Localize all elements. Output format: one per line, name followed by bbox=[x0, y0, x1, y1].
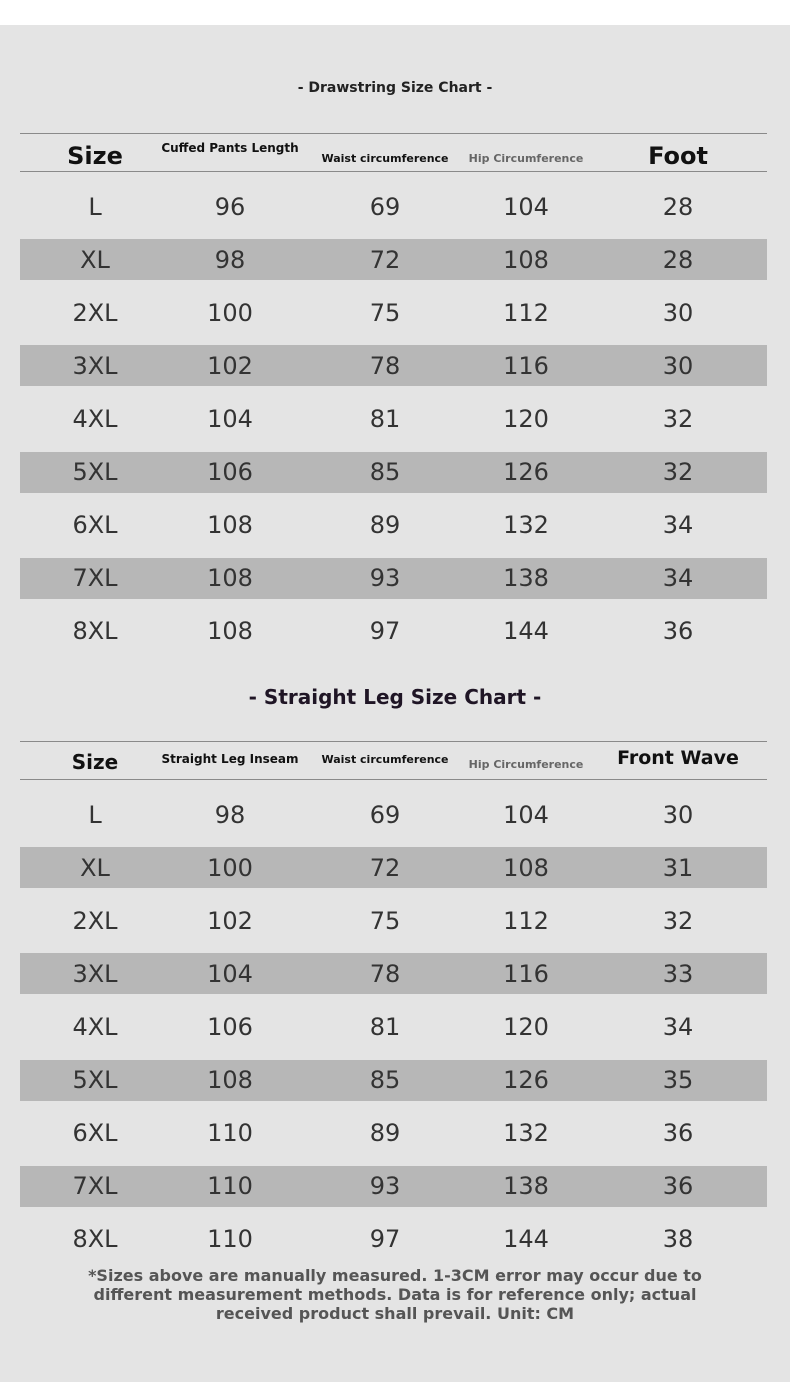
measurement-cell: 30 bbox=[662, 298, 694, 327]
measurement-cell: 69 bbox=[369, 800, 401, 829]
measurement-cell: 102 bbox=[207, 351, 253, 380]
header-top-rule bbox=[20, 133, 767, 134]
measurement-footnote: *Sizes above are manually measured. 1-3CM error may occur due to different measurement methods. Data is for reference only; actual received product shall prevail. Unit: CM bbox=[88, 1266, 702, 1323]
size-cell: 6XL bbox=[72, 511, 118, 540]
drawstring-table-header bbox=[20, 137, 767, 175]
drawstring-chart-title: - Drawstring Size Chart - bbox=[297, 80, 493, 96]
table-row bbox=[20, 611, 767, 652]
measurement-cell: 72 bbox=[369, 245, 401, 274]
size-cell: 2XL bbox=[72, 906, 118, 935]
measurement-cell: 30 bbox=[662, 800, 694, 829]
header-waist-circumference: Waist circumference bbox=[310, 139, 460, 177]
header-waist-circumference: Waist circumference bbox=[310, 740, 460, 778]
measurement-cell: 104 bbox=[207, 404, 253, 433]
table-row bbox=[20, 1006, 767, 1047]
measurement-cell: 106 bbox=[207, 458, 253, 486]
straight-leg-chart-title: - Straight Leg Size Chart - bbox=[248, 685, 542, 709]
table-row bbox=[20, 847, 767, 888]
table-row bbox=[20, 558, 767, 599]
measurement-cell: 78 bbox=[369, 351, 401, 380]
measurement-cell: 89 bbox=[369, 511, 401, 540]
measurement-cell: 36 bbox=[662, 1119, 694, 1148]
measurement-cell: 98 bbox=[214, 245, 246, 274]
measurement-cell: 120 bbox=[503, 404, 549, 433]
size-cell: L bbox=[88, 192, 102, 221]
measurement-cell: 30 bbox=[662, 351, 694, 380]
measurement-cell: 34 bbox=[662, 511, 694, 540]
measurement-cell: 108 bbox=[207, 1066, 253, 1094]
size-cell: 7XL bbox=[72, 1172, 118, 1201]
measurement-cell: 97 bbox=[369, 617, 401, 646]
measurement-cell: 144 bbox=[503, 1225, 549, 1254]
measurement-cell: 31 bbox=[662, 853, 694, 882]
measurement-cell: 110 bbox=[207, 1119, 253, 1148]
table-row bbox=[20, 900, 767, 941]
measurement-cell: 85 bbox=[369, 458, 401, 486]
table-row bbox=[20, 1219, 767, 1260]
measurement-cell: 89 bbox=[369, 1119, 401, 1148]
table-row bbox=[20, 186, 767, 227]
size-cell: 4XL bbox=[72, 1012, 118, 1041]
measurement-cell: 104 bbox=[503, 800, 549, 829]
table-row bbox=[20, 1113, 767, 1154]
measurement-cell: 108 bbox=[207, 564, 253, 593]
size-cell: 8XL bbox=[72, 617, 118, 646]
measurement-cell: 32 bbox=[662, 404, 694, 433]
measurement-cell: 104 bbox=[207, 959, 253, 988]
header-foot: Foot bbox=[603, 137, 753, 175]
header-straight-leg-inseam: Straight Leg Inseam bbox=[155, 740, 305, 778]
measurement-cell: 100 bbox=[207, 853, 253, 882]
size-cell: 3XL bbox=[72, 959, 118, 988]
measurement-cell: 112 bbox=[503, 906, 549, 935]
measurement-cell: 110 bbox=[207, 1172, 253, 1201]
measurement-cell: 132 bbox=[503, 511, 549, 540]
measurement-cell: 38 bbox=[662, 1225, 694, 1254]
measurement-cell: 108 bbox=[503, 245, 549, 274]
measurement-cell: 81 bbox=[369, 404, 401, 433]
table-row bbox=[20, 345, 767, 386]
header-hip-circumference: Hip Circumference bbox=[451, 139, 601, 177]
measurement-cell: 102 bbox=[207, 906, 253, 935]
measurement-cell: 81 bbox=[369, 1012, 401, 1041]
measurement-cell: 116 bbox=[503, 351, 549, 380]
table-row bbox=[20, 398, 767, 439]
header-hip-circumference: Hip Circumference bbox=[451, 745, 601, 783]
measurement-cell: 33 bbox=[662, 959, 694, 988]
measurement-cell: 75 bbox=[369, 298, 401, 327]
table-row bbox=[20, 1060, 767, 1101]
measurement-cell: 97 bbox=[369, 1225, 401, 1254]
measurement-cell: 93 bbox=[369, 564, 401, 593]
measurement-cell: 28 bbox=[662, 192, 694, 221]
measurement-cell: 28 bbox=[662, 245, 694, 274]
measurement-cell: 96 bbox=[214, 192, 246, 221]
measurement-cell: 138 bbox=[503, 564, 549, 593]
measurement-cell: 34 bbox=[662, 564, 694, 593]
size-cell: 2XL bbox=[72, 298, 118, 327]
table-row bbox=[20, 1166, 767, 1207]
measurement-cell: 69 bbox=[369, 192, 401, 221]
measurement-cell: 72 bbox=[369, 853, 401, 882]
measurement-cell: 126 bbox=[503, 458, 549, 486]
straight-leg-table-header bbox=[20, 741, 767, 779]
measurement-cell: 32 bbox=[662, 458, 694, 486]
table-row bbox=[20, 452, 767, 493]
size-cell: XL bbox=[80, 853, 110, 882]
header-front-wave: Front Wave bbox=[603, 739, 753, 777]
measurement-cell: 75 bbox=[369, 906, 401, 935]
measurement-cell: 85 bbox=[369, 1066, 401, 1094]
size-cell: 7XL bbox=[72, 564, 118, 593]
measurement-cell: 106 bbox=[207, 1012, 253, 1041]
measurement-cell: 93 bbox=[369, 1172, 401, 1201]
size-cell: L bbox=[88, 800, 102, 829]
measurement-cell: 138 bbox=[503, 1172, 549, 1201]
table-row bbox=[20, 794, 767, 835]
size-cell: 8XL bbox=[72, 1225, 118, 1254]
size-cell: XL bbox=[80, 245, 110, 274]
header-size: Size bbox=[20, 743, 170, 781]
measurement-cell: 116 bbox=[503, 959, 549, 988]
measurement-cell: 110 bbox=[207, 1225, 253, 1254]
measurement-cell: 108 bbox=[503, 853, 549, 882]
measurement-cell: 144 bbox=[503, 617, 549, 646]
measurement-cell: 126 bbox=[503, 1066, 549, 1094]
table-row bbox=[20, 953, 767, 994]
measurement-cell: 98 bbox=[214, 800, 246, 829]
size-cell: 5XL bbox=[72, 458, 118, 486]
measurement-cell: 32 bbox=[662, 906, 694, 935]
size-cell: 4XL bbox=[72, 404, 118, 433]
table-row bbox=[20, 292, 767, 333]
measurement-cell: 34 bbox=[662, 1012, 694, 1041]
measurement-cell: 112 bbox=[503, 298, 549, 327]
measurement-cell: 35 bbox=[662, 1066, 694, 1094]
measurement-cell: 78 bbox=[369, 959, 401, 988]
table-row bbox=[20, 239, 767, 280]
measurement-cell: 108 bbox=[207, 511, 253, 540]
measurement-cell: 108 bbox=[207, 617, 253, 646]
measurement-cell: 100 bbox=[207, 298, 253, 327]
header-cuffed-pants-length: Cuffed Pants Length bbox=[155, 129, 305, 167]
size-cell: 5XL bbox=[72, 1066, 118, 1094]
measurement-cell: 132 bbox=[503, 1119, 549, 1148]
size-cell: 3XL bbox=[72, 351, 118, 380]
measurement-cell: 36 bbox=[662, 1172, 694, 1201]
measurement-cell: 120 bbox=[503, 1012, 549, 1041]
measurement-cell: 36 bbox=[662, 617, 694, 646]
header-size: Size bbox=[20, 137, 170, 175]
measurement-cell: 104 bbox=[503, 192, 549, 221]
table-row bbox=[20, 505, 767, 546]
size-cell: 6XL bbox=[72, 1119, 118, 1148]
